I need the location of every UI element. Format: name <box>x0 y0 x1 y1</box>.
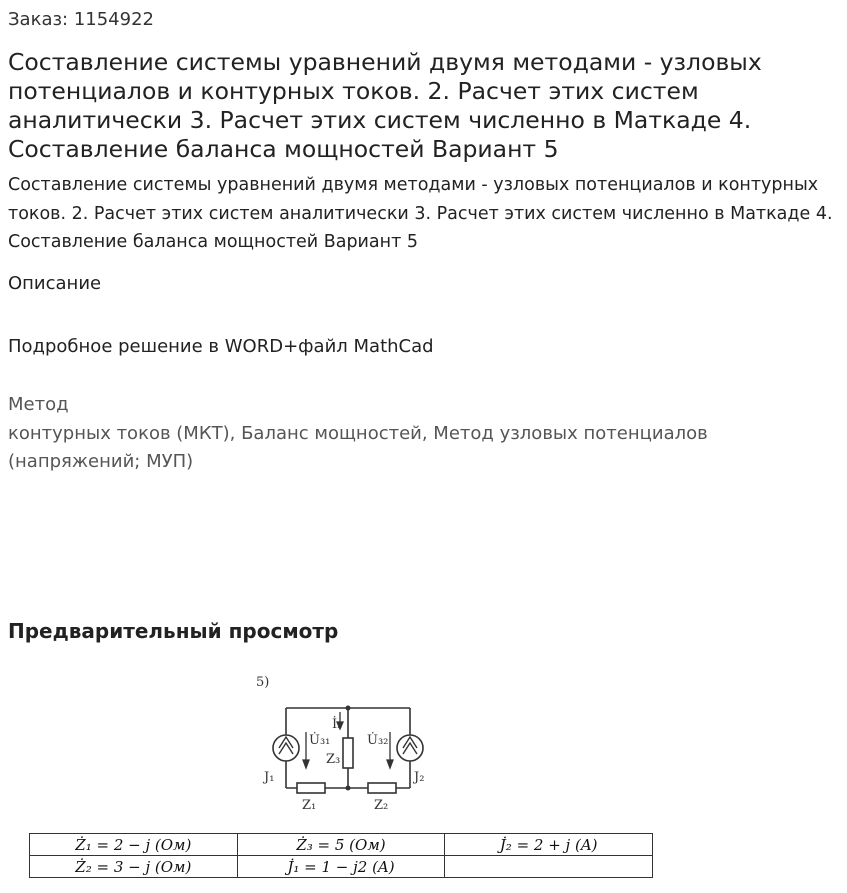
label-u31: U̇₃₁ <box>309 733 331 748</box>
table-cell: J̇₂ = 2 + j (A) <box>445 834 653 856</box>
method-label: Метод <box>8 394 69 415</box>
table-row <box>30 856 653 878</box>
table-cell: J̇₁ = 1 − j2 (A) <box>237 856 445 878</box>
description-label: Описание <box>8 273 102 294</box>
variant-label: 5) <box>256 675 270 690</box>
table-cell: Ż₁ = 2 − j (Ом) <box>30 834 238 856</box>
table-cell: Ż₃ = 5 (Ом) <box>237 834 445 856</box>
label-z3: Z₃ <box>326 752 341 767</box>
circuit-diagram-preview <box>250 668 440 826</box>
label-z1: Z₁ <box>302 798 317 813</box>
node-bottom <box>346 786 351 791</box>
method-text: контурных токов (МКТ), Баланс мощностей, Метод узловых потенциалов (напряжений; МУП) <box>8 422 708 472</box>
label-i3: İ₃ <box>332 717 343 732</box>
current-source-j1 <box>273 735 299 761</box>
current-source-j2 <box>397 735 423 761</box>
node-top <box>346 706 351 711</box>
resistor-z3 <box>343 738 353 768</box>
page-title: Составление системы уравнений двумя методами - узловых потенциалов и контурных токов. 2. Расчет этих систем аналитически 3. Расчет этих систем численно в Маткаде 4. Составление баланса мощностей Вариант 5 <box>8 48 762 163</box>
table-cell: Ż₂ = 3 − j (Ом) <box>30 856 238 878</box>
order-number: Заказ: 1154922 <box>8 9 154 30</box>
label-u32: U̇₃₂ <box>367 733 389 748</box>
label-j1: Ј₁ <box>264 770 275 785</box>
resistor-z1 <box>297 783 325 793</box>
resistor-z2 <box>368 783 396 793</box>
parameters-table <box>29 833 653 878</box>
order-subtitle: Составление системы уравнений двумя методами - узловых потенциалов и контурных токов. 2. Расчет этих систем аналитически 3. Расчет этих систем численно в Маткаде 4. Составление баланса мощностей Вариант 5 <box>8 175 833 252</box>
table-cell <box>445 856 653 878</box>
table-row <box>30 834 653 856</box>
label-j2: Ј₂ <box>414 770 425 785</box>
label-z2: Z₂ <box>374 798 389 813</box>
description-text: Подробное решение в WORD+файл MathCad <box>8 336 434 357</box>
method-block <box>8 391 838 477</box>
circuit-diagram-svg <box>250 668 440 826</box>
preview-heading: Предварительный просмотр <box>8 619 339 643</box>
